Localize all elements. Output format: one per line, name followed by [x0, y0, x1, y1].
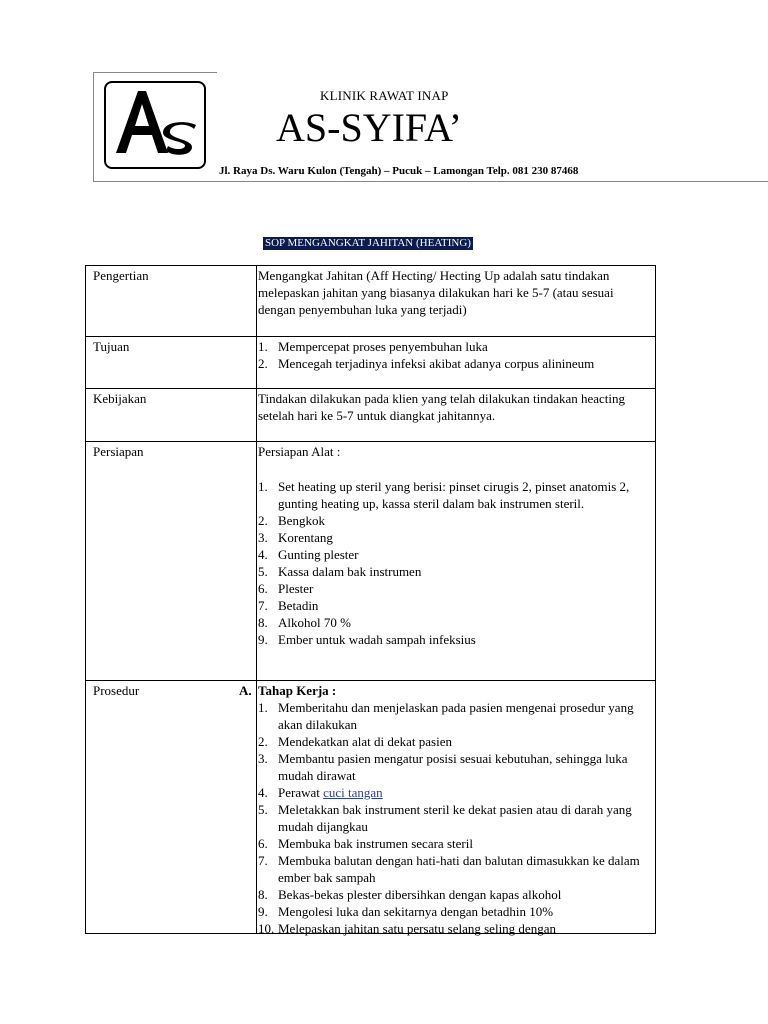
- header-frame-top: [93, 72, 217, 73]
- list-item: [258, 597, 654, 614]
- row-label-tujuan: Tujuan: [93, 339, 130, 354]
- list-number: 9.: [258, 632, 268, 647]
- list-number: 2.: [258, 734, 268, 749]
- row-divider: [85, 680, 656, 681]
- list-item: [258, 478, 654, 512]
- logo-text: AS: [106, 83, 108, 84]
- list-item-text: Perawat: [278, 785, 324, 800]
- list-number: 1.: [258, 479, 268, 494]
- row-label-persiapan: Persiapan: [93, 444, 144, 459]
- header-divider: [93, 181, 768, 182]
- clinic-name: AS-SYIFA’: [276, 105, 462, 150]
- list-item-text: Mencegah terjadinya infeksi akibat adanya corpus alinineum: [278, 356, 595, 371]
- list-number: 4.: [258, 785, 268, 800]
- prosedur-list: [258, 699, 654, 937]
- list-item: [258, 631, 654, 648]
- list-item: [258, 355, 654, 372]
- sop-title: SOP MENGANGKAT JAHITAN (HEATING): [265, 237, 471, 249]
- list-item-text: Mengolesi luka dan sekitarnya dengan betadhin 10%: [278, 904, 554, 919]
- row-label-pengertian: Pengertian: [93, 268, 149, 283]
- list-item-text: Set heating up steril yang berisi: pinset cirugis 2, pinset anatomis 2, gunting heating up, kassa steril dalam bak instrumen steril.: [278, 479, 630, 511]
- clinic-subtitle: KLINIK RAWAT INAP: [320, 88, 449, 103]
- list-item: [258, 563, 654, 580]
- list-number: 8.: [258, 615, 268, 630]
- row-divider: [85, 336, 656, 337]
- pengertian-text: Mengangkat Jahitan (Aff Hecting/ Hecting Up adalah satu tindakan melepaskan jahitan yang biasanya dilakukan hari ke 5-7 (atau sesuai dengan penyembuhan luka yang terjadi): [258, 268, 614, 317]
- list-item-text: Gunting plester: [278, 547, 359, 562]
- list-item: [258, 903, 654, 920]
- cuci-tangan-link[interactable]: cuci tangan: [323, 785, 383, 800]
- list-item: [258, 835, 654, 852]
- list-number: 5.: [258, 802, 268, 817]
- persiapan-list: [258, 478, 654, 648]
- row-divider: [85, 388, 656, 389]
- table-column-divider: [256, 265, 257, 934]
- list-number: 2.: [258, 513, 268, 528]
- list-item: [258, 580, 654, 597]
- list-item-text: Meletakkan bak instrument steril ke dekat pasien atau di darah yang mudah dijangkau: [278, 802, 632, 834]
- list-item-text: Plester: [278, 581, 314, 596]
- persiapan-heading: Persiapan Alat :: [258, 444, 341, 459]
- row-text-kebijakan: [258, 390, 654, 424]
- kebijakan-text: Tindakan dilakukan pada klien yang telah dilakukan tindakan heacting setelah hari ke 5-7 untuk diangkat jahitannya.: [258, 391, 626, 423]
- tujuan-list: [258, 338, 654, 372]
- list-item: [258, 614, 654, 631]
- list-item: [258, 801, 654, 835]
- list-number: 1.: [258, 339, 268, 354]
- list-item-text: Betadin: [278, 598, 319, 613]
- list-item: [258, 512, 654, 529]
- list-number: 6.: [258, 581, 268, 596]
- list-number: 1.: [258, 700, 268, 715]
- list-number: 4.: [258, 547, 268, 562]
- list-item: [258, 784, 654, 801]
- row-label-kebijakan: Kebijakan: [93, 391, 147, 406]
- list-item-text: Memberitahu dan menjelaskan pada pasien mengenai prosedur yang akan dilakukan: [278, 700, 634, 732]
- list-item: [258, 546, 654, 563]
- clinic-address: Jl. Raya Ds. Waru Kulon (Tengah) – Pucuk – Lamongan Telp. 081 230 87468: [219, 165, 579, 177]
- list-item: [258, 886, 654, 903]
- header-frame-left: [93, 72, 94, 182]
- list-number: 7.: [258, 853, 268, 868]
- list-item: [258, 529, 654, 546]
- list-number: 7.: [258, 598, 268, 613]
- list-item-text: Ember untuk wadah sampah infeksius: [278, 632, 476, 647]
- list-number: 5.: [258, 564, 268, 579]
- list-item-text: Melepaskan jahitan satu persatu selang seling dengan: [278, 921, 556, 936]
- list-item: [258, 733, 654, 750]
- list-number: 2.: [258, 356, 268, 371]
- list-item: [258, 852, 654, 886]
- list-item-text: Alkohol 70 %: [278, 615, 351, 630]
- prosedur-heading: Tahap Kerja :: [258, 683, 337, 698]
- row-divider: [85, 441, 656, 442]
- list-number: 3.: [258, 751, 268, 766]
- list-item: [258, 920, 654, 937]
- row-text-prosedur: [258, 682, 654, 937]
- row-text-pengertian: [258, 267, 654, 318]
- list-item-text: Membantu pasien mengatur posisi sesuai kebutuhan, sehingga luka mudah dirawat: [278, 751, 628, 783]
- list-item-text: Membuka balutan dengan hati-hati dan balutan dimasukkan ke dalam ember bak sampah: [278, 853, 640, 885]
- list-number: 9.: [258, 904, 268, 919]
- list-item: [258, 699, 654, 733]
- list-number: 8.: [258, 887, 268, 902]
- list-number: 3.: [258, 530, 268, 545]
- clinic-logo: [104, 81, 206, 169]
- list-item-text: Bekas-bekas plester dibersihkan dengan kapas alkohol: [278, 887, 562, 902]
- list-item-text: Mempercepat proses penyembuhan luka: [278, 339, 488, 354]
- list-item-text: Mendekatkan alat di dekat pasien: [278, 734, 452, 749]
- list-item: [258, 750, 654, 784]
- row-label-prosedur: Prosedur: [93, 683, 140, 698]
- section-marker: A.: [239, 683, 252, 698]
- list-item-text: Membuka bak instrumen secara steril: [278, 836, 473, 851]
- list-item-text: Bengkok: [278, 513, 325, 528]
- list-item-text: Kassa dalam bak instrumen: [278, 564, 422, 579]
- list-number: 6.: [258, 836, 268, 851]
- row-text-persiapan: [258, 443, 654, 648]
- list-item: [258, 338, 654, 355]
- list-number: 10.: [258, 921, 275, 936]
- row-text-tujuan: [258, 338, 654, 372]
- list-item-text: Korentang: [278, 530, 333, 545]
